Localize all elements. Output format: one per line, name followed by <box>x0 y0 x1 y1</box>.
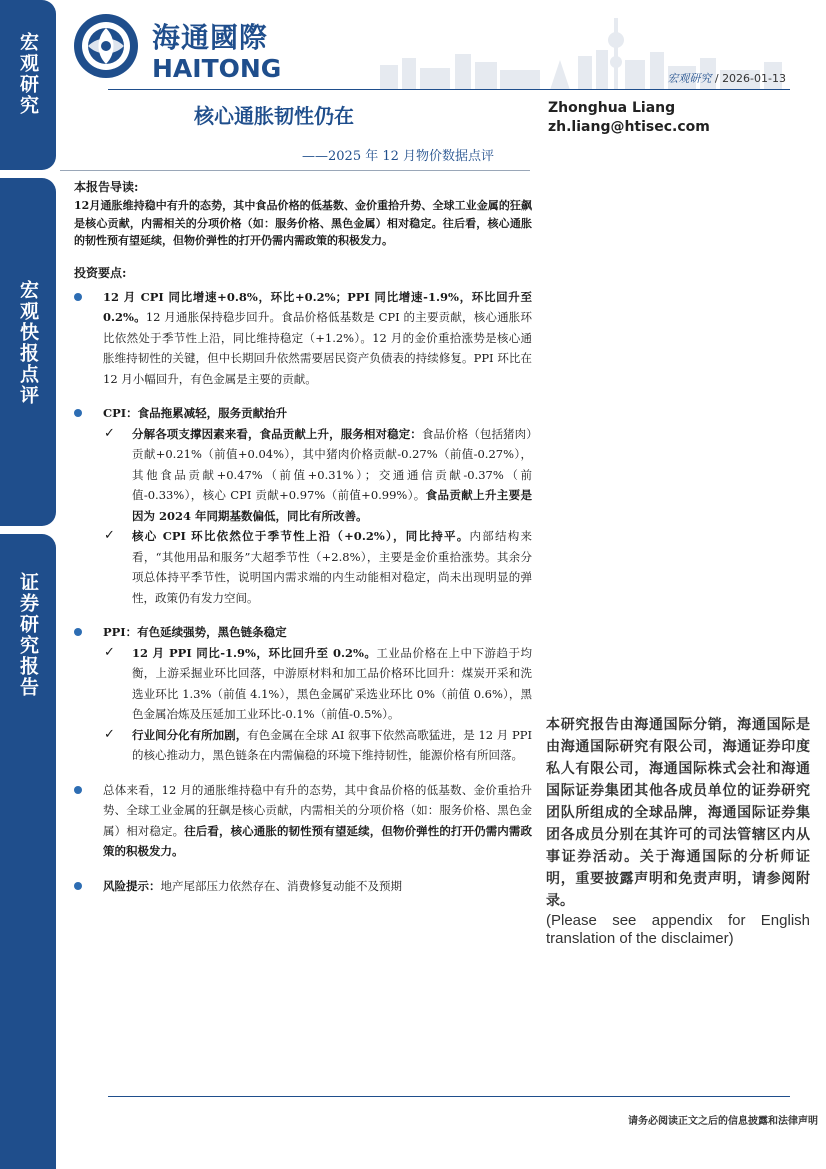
sub-bold: 12 月 PPI 同比-1.9%，环比回升至 0.2%。 <box>132 645 377 660</box>
sub-bold: 分解各项支撑因素来看，食品贡献上升，服务相对稳定： <box>132 426 422 441</box>
checkmark-icon: ✓ <box>104 425 115 441</box>
risk-warning-text: 地产尾部压力依然存在、消费修复动能不及预期 <box>160 878 402 893</box>
bottom-divider <box>108 1096 790 1097</box>
side-tab-macro-research <box>0 0 56 170</box>
disclaimer <box>546 714 810 948</box>
key-point-1-bold: 12 月 CPI 同比增速+0.8%，环比+0.2%；PPI 同比增速-1.9%，环比回升至 0.2%。 <box>103 289 532 324</box>
points-heading: 投资要点: <box>74 265 127 280</box>
sub-bold: 核心 CPI 环比依然位于季节性上沿（+0.2%），同比持平。 <box>132 529 470 543</box>
top-divider <box>108 89 790 90</box>
key-point-4-bold: 往后看，核心通胀的韧性预有望延续，但物价弹性的打开仍需内需政策的积极发力。 <box>103 823 533 858</box>
disclaimer-en: (Please see appendix for English translation of the disclaimer) <box>546 912 810 947</box>
haitong-logo <box>72 12 282 82</box>
logo-chinese-text: 海通國際 <box>152 21 269 54</box>
key-point-4-text: 总体来看，12 月的通胀维持稳中有升的态势，其中食品价格的低基数、金价重拾升势、全球工业金属的狂飙是核心贡献，内需相关的分项价格（如：服务价格、黑色金属）相对稳定。 <box>103 782 532 838</box>
sub-text: 有色金属在全球 AI 叙事下依然高歌猛进，是 12 月 PPI 的核心推动力，黑色链条在内需偏稳的环境下维持韧性，能源价格有所回落。 <box>132 727 533 762</box>
key-point-4 <box>70 780 532 862</box>
key-point-1-text: 12 月通胀保持稳步回升。食品价格低基数是 CPI 的主要贡献，核心通胀环比依然处于季节性上沿，同比维持稳定（+1.2%）。12 月的金价重拾涨势是核心通胀维持韧性的关键，但中长期回升依然需要居民资产负债表的持续修复。PPI 环比在 12 月小幅回升，有色金属是主要的贡献。 <box>103 310 532 386</box>
side-tab-label: 宏观快报点评 <box>17 280 39 406</box>
key-point-2-sub-1 <box>70 424 532 527</box>
report-body <box>70 178 532 896</box>
lead-heading: 本报告导读: <box>74 180 139 194</box>
key-point-2 <box>70 403 532 424</box>
report-type: 宏观研究 <box>667 72 712 85</box>
bullet-icon <box>74 293 82 301</box>
sub-bold-2: 食品贡献上升主要是因为 2024 年同期基数偏低，同比有所改善。 <box>132 488 533 523</box>
lead-text: 12月通胀维持稳中有升的态势，其中食品价格的低基数、金价重拾升势、全球工业金属的狂飙是核心贡献，内需相关的分项价格（如：服务价格、黑色金属）相对稳定。往后看，核心通胀的韧性预有望延续，但物价弹性的打开仍需内需政策的积极发力。 <box>74 199 532 247</box>
page-title: 核心通胀韧性仍在 <box>194 104 354 128</box>
bullet-icon <box>74 628 82 636</box>
key-point-1 <box>70 287 532 390</box>
side-tab-label: 宏观研究 <box>17 32 39 116</box>
analyst-name: Zhonghua Liang <box>548 100 676 116</box>
sub-bold: 行业间分化有所加剧， <box>132 727 248 742</box>
side-tab-macro-flash <box>0 178 56 526</box>
key-point-3-heading: PPI：有色延续强势，黑色链条稳定 <box>103 625 287 639</box>
checkmark-icon: ✓ <box>104 726 115 742</box>
disclaimer-cn: 本研究报告由海通国际分销，海通国际是由海通国际研究有限公司，海通证券印度私人有限公司，海通国际株式会社和海通国际证券集团其他各成员单位的证券研究团队所组成的全球品牌，海通国际证券集团各成员分别在其许可的司法管辖区内从事证券活动。关于海通国际的分析师证明，重要披露声明和免责声明，请参阅附录。 <box>546 717 810 909</box>
checkmark-icon: ✓ <box>104 528 115 543</box>
key-point-2-sub-2 <box>70 526 532 608</box>
checkmark-icon: ✓ <box>104 644 115 660</box>
key-point-3 <box>70 622 532 643</box>
key-point-2-heading: CPI：食品拖累减轻，服务贡献抬升 <box>103 406 288 420</box>
risk-warning-label: 风险提示： <box>103 878 161 893</box>
sub-text: 食品价格（包括猪肉）贡献+0.21%（前值+0.04%），其中猪肉价格贡献-0.27%（前值-0.27%），其他食品贡献+0.47%（前值+0.31%）；交通通信贡献-0.37%（前值-0.33%），核心 CPI 贡献+0.97%（前值+0.99%）。 <box>132 426 532 502</box>
key-point-3-sub-2 <box>70 725 532 766</box>
report-meta <box>667 70 786 86</box>
bullet-icon <box>74 409 82 417</box>
logo-english-text: HAITONG <box>152 54 282 83</box>
side-tab-label: 证券研究报告 <box>17 572 39 698</box>
sub-text: 工业品价格在上中下游趋于均衡，上游采掘业环比回落，中游原材料和加工品价格环比回升：煤炭开采和洗选业环比 1.3%（前值 4.1%），黑色金属矿采选业环比 0%（前值 0.6%），黑色金属冶炼及压延加工业环比-0.1%（前值-0.5%）。 <box>132 645 532 721</box>
risk-warning <box>70 876 532 897</box>
key-point-3-sub-1 <box>70 643 532 725</box>
report-date: 2026-01-13 <box>722 72 786 85</box>
page-subtitle: ——2025 年 12 月物价数据点评 <box>302 149 495 164</box>
meta-separator: / <box>714 72 719 85</box>
side-tab-securities-report <box>0 534 56 1169</box>
sub-text: 内部结构来看，“其他用品和服务”大超季节性（+2.8%），主要是金价重拾涨势。其余分项总体持平季节性，说明国内需求端的内生动能相对稳定，尚未出现明显的弹性，政策仍有发力空间。 <box>132 529 532 605</box>
bullet-icon <box>74 786 82 794</box>
bullet-icon <box>74 882 82 890</box>
analyst-email[interactable]: zh.liang@htisec.com <box>548 119 710 135</box>
footer-notice: 请务必阅读正文之后的信息披露和法律声明 <box>628 1116 818 1127</box>
haitong-logo-icon <box>72 12 140 80</box>
body-divider <box>60 170 530 171</box>
analyst-info <box>548 99 710 137</box>
